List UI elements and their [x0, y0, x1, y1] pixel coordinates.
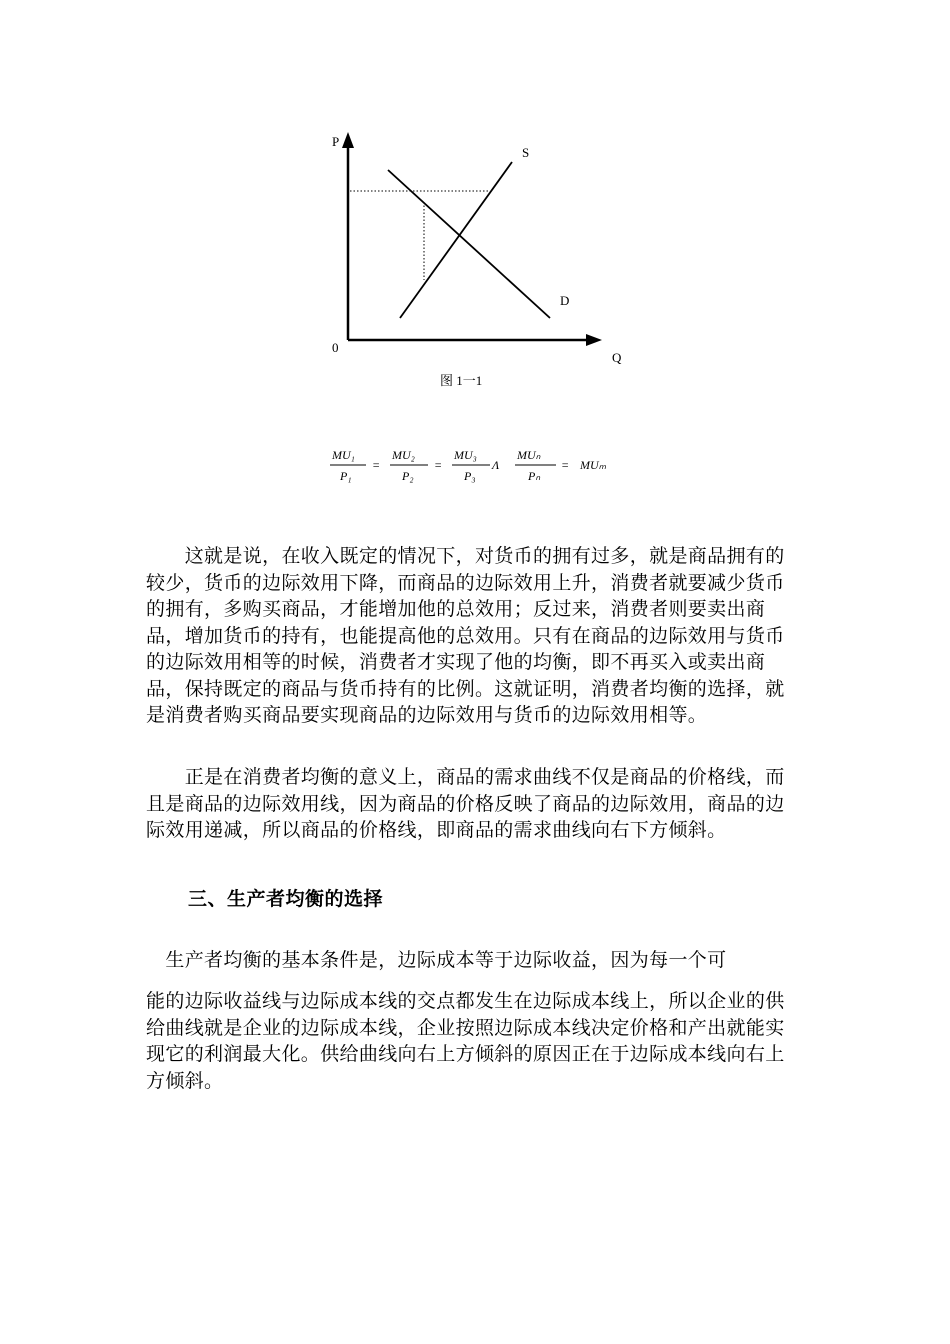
y-axis-arrow-icon	[342, 132, 354, 148]
origin-label: 0	[332, 340, 339, 355]
formula-fraction-n-numerator: MUₙ	[517, 448, 541, 462]
paragraph-demand-curve: 正是在消费者均衡的意义上，商品的需求曲线不仅是商品的价格线，而且是商品的边际效用线，因为商品的价格反映了商品的边际效用，商品的边际效用递减，所以商品的价格线，即商品的需求曲线向右下方倾斜。	[146, 766, 785, 841]
equimarginal-formula	[320, 440, 640, 490]
formula-fraction-1-denominator: P₁	[340, 469, 352, 483]
formula-fraction-1-numerator: MU₁	[332, 448, 355, 462]
demand-curve	[388, 170, 550, 318]
paragraph-consumer-equilibrium: 这就是说，在收入既定的情况下，对货币的拥有过多，就是商品拥有的较少，货币的边际效用下降，而商品的边际效用上升，消费者就要减少货币的拥有，多购买商品，才能增加他的总效用；反过来，消费者则要卖出商品，增加货币的持有，也能提高他的总效用。只有在商品的边际效用与货币的边际效用相等的时候，消费者才实现了他的均衡，即不再买入或卖出商品，保持既定的商品与货币持有的比例。这就证明，消费者均衡的选择，就是消费者购买商品要实现商品的边际效用与货币的边际效用相等。	[146, 545, 785, 726]
paragraph-producer-equilibrium-first-line: 生产者均衡的基本条件是，边际成本等于边际收益，因为每一个可	[146, 949, 727, 971]
formula-ellipsis: Λ	[492, 458, 500, 472]
demand-label: D	[560, 293, 570, 308]
supply-demand-figure	[320, 120, 640, 410]
section-heading: 三、生产者均衡的选择	[188, 888, 384, 910]
equals-sign-2: =	[434, 458, 443, 472]
figure-caption: 图 1一1	[440, 373, 483, 388]
x-axis-arrow-icon	[586, 334, 602, 346]
y-axis-label: P	[332, 134, 340, 149]
supply-label: S	[522, 145, 530, 160]
figure-svg	[320, 120, 640, 410]
formula-svg	[320, 440, 640, 490]
formula-fraction-2-numerator: MU₂	[392, 448, 415, 462]
formula-fraction-n-denominator: Pₙ	[528, 469, 541, 483]
formula-fraction-2-denominator: P₂	[402, 469, 414, 483]
formula-fraction-3-denominator: P₃	[464, 469, 476, 483]
paragraph-producer-equilibrium: 能的边际收益线与边际成本线的交点都发生在边际成本线上，所以企业的供给曲线就是企业的边际成本线，企业按照边际成本线决定价格和产出就能实现它的利润最大化。供给曲线向右上方倾斜的原因正在于边际成本线向右上方倾斜。	[146, 990, 785, 1092]
x-axis-label: Q	[612, 350, 622, 365]
equals-sign-3: =	[561, 458, 570, 472]
formula-fraction-3-numerator: MU₃	[454, 448, 477, 462]
formula-rhs: MUₘ	[580, 458, 607, 472]
supply-curve	[400, 162, 512, 318]
equals-sign-1: =	[372, 458, 381, 472]
